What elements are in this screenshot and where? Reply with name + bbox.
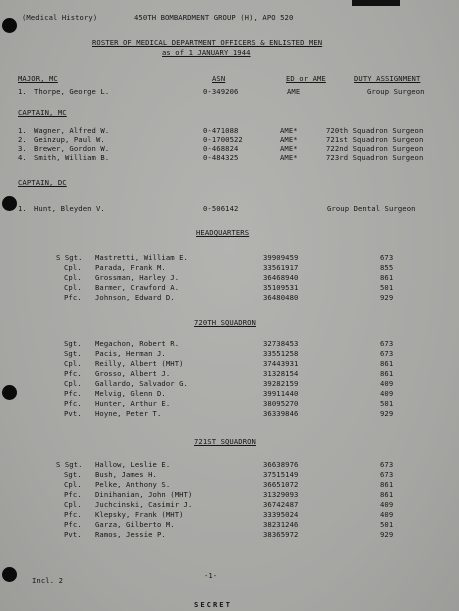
col-duty: DUTY ASSIGNMENT	[354, 74, 421, 83]
header-title: 450TH BOMBARDMENT GROUP (H), APO 520	[134, 13, 294, 22]
classification-marking: SECRET	[194, 600, 232, 609]
document-page: (Medical History) 450TH BOMBARDMENT GROUP (H), APO 520 ROSTER OF MEDICAL DEPARTMENT OFFICERS & ENLISTED MEN as of 1 JANUARY 1944 MAJOR, MC ASN ED or AME DUTY ASSIGNMENT 1. Thorpe, George L. 0-349206 AME Group Surgeon CAPTAIN, MC 1. Wagner, Alfred W. 0-471088 AME* 720th Squadron Surgeon 2. Geinzup, Paul W. 0-1700522 AME* 721st Squadron Surgeon 3. Brewer, Gordon W. 0-468824 AME* 722nd Squadron Surgeon 4. Smith, William B. 0-484325 AME* 723rd Squadron Surgeon CAPTAIN, DC 1. Hunt, Bleyden V. 0-506142 Group Dental Surgeon HEADQUARTERS S Sgt. Mastretti, William E. 39909459 673 Cpl. Parada, Frank M. 33561917 855 Cpl. Grossman, Harley J. 36468940 861 Cpl. Barmer, Crawford A. 35109531 501 Pfc. Johnson, Edward D. 36480480 929 720TH SQUADRON Sgt. Megachon, Robert R. 32738453 673 Sgt. Pacis, Herman J. 33551258 673 Cpl. Reilly, Albert (MHT) 37443931 861 Pfc. Grosso, Albert J. 31328154 861 Cpl. Gallardo, Salvador G. 39282159 409 Pfc. Melvig, Glenn D. 39911440 409 Pfc. Hunter, Arthur E. 38095270 501 Pvt. Hoyne, Peter T. 36339846 929 721ST SQUADRON S Sgt. Hallow, Leslie E. 36638976 673 Sgt. Bush, James H. 37515149 673 Cpl. Pelke, Anthony S. 36651072 861 Pfc. Dinihanian, John (MHT) 31329093 861 Cpl. Juchcinski, Casimir J. 36742487 409 Pfc. Klepsky, Frank (MHT) 33395024 409 Pfc. Garza, Gilberto M. 38231246 501 Pvt. Ramos, Jessie P. 38365972 929 Incl. 2 -1- SECRET	[0, 0, 459, 611]
doc-date: as of 1 JANUARY 1944	[162, 48, 251, 57]
section-heading-hq: HEADQUARTERS	[196, 228, 250, 237]
redaction-mark	[352, 0, 400, 6]
section-heading-721: 721ST SQUADRON	[194, 437, 256, 446]
header-left: (Medical History)	[22, 13, 98, 22]
punch-hole	[2, 196, 17, 211]
enclosure-label: Incl. 2	[32, 576, 63, 585]
major-heading: MAJOR, MC	[18, 74, 58, 83]
col-ed: ED or AME	[286, 74, 326, 83]
captain-heading: CAPTAIN, MC	[18, 108, 67, 117]
page-number: -1-	[204, 571, 218, 580]
doc-title: ROSTER OF MEDICAL DEPARTMENT OFFICERS & ENLISTED MEN	[92, 38, 323, 47]
col-asn: ASN	[212, 74, 226, 83]
section-heading-720: 720TH SQUADRON	[194, 318, 256, 327]
punch-hole	[2, 567, 17, 582]
captain-dc-heading: CAPTAIN, DC	[18, 178, 67, 187]
punch-hole	[2, 18, 17, 33]
punch-hole	[2, 385, 17, 400]
